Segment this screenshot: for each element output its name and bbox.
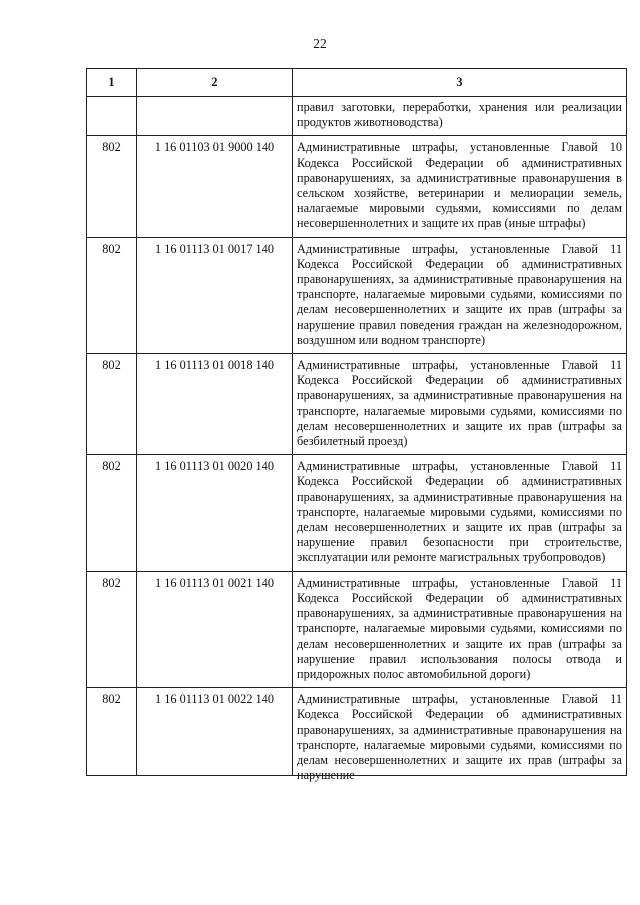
budget-code: 1 16 01113 01 0020 140 [137, 455, 293, 571]
empty-cell [137, 97, 293, 136]
table-header-row [87, 69, 627, 97]
admin-code: 802 [87, 354, 137, 455]
description-text: Административные штрафы, установленные Главой 11 Кодекса Российской Федерации об административных правонарушениях, за административные правонарушения на транспорте, налагаемые мировыми судьями, комиссиями по делам несовершеннолетних и защите их прав (штрафы за нарушение [297, 692, 622, 783]
admin-code: 802 [87, 688, 137, 776]
codes-table [86, 68, 627, 783]
admin-code: 802 [87, 237, 137, 353]
column-header-2: 2 [137, 69, 293, 97]
description: Административные штрафы, установленные Главой 10 Кодекса Российской Федерации об административных правонарушениях, за административные правонарушения в сельском хозяйстве, ветеринарии и мелиорации земель, налагаемые мировыми судьями, комиссиями по делам несовершеннолетних и защите их прав (иные штрафы) [293, 136, 627, 237]
description: Административные штрафы, установленные Главой 11 Кодекса Российской Федерации об административных правонарушениях, за административные правонарушения на транспорте, налагаемые мировыми судьями, комиссиями по делам несовершеннолетних и защите их прав (штрафы за безбилетный проезд) [293, 354, 627, 455]
admin-code: 802 [87, 455, 137, 571]
page-number: 22 [313, 36, 327, 51]
budget-code: 1 16 01113 01 0022 140 [137, 688, 293, 776]
budget-code: 1 16 01103 01 9000 140 [137, 136, 293, 237]
column-header-1: 1 [87, 69, 137, 97]
empty-cell [87, 97, 137, 136]
description [293, 688, 627, 783]
table-row [87, 688, 627, 776]
table-row [87, 136, 627, 237]
description: Административные штрафы, установленные Главой 11 Кодекса Российской Федерации об административных правонарушениях, за административные правонарушения на транспорте, налагаемые мировыми судьями, комиссиями по делам несовершеннолетних и защите их прав (штрафы за нарушение правил безопасности при строительстве, эксплуатации или ремонте магистральных трубопроводов) [293, 455, 627, 571]
continuation-text: правил заготовки, переработки, хранения или реализации продуктов животноводства) [293, 97, 627, 136]
description: Административные штрафы, установленные Главой 11 Кодекса Российской Федерации об административных правонарушениях, за административные правонарушения на транспорте, налагаемые мировыми судьями, комиссиями по делам несовершеннолетних и защите их прав (штрафы за нарушение правил поведения граждан на железнодорожном, воздушном или водном транспорте) [293, 237, 627, 353]
admin-code: 802 [87, 136, 137, 237]
description: Административные штрафы, установленные Главой 11 Кодекса Российской Федерации об административных правонарушениях, за административные правонарушения на транспорте, налагаемые мировыми судьями, комиссиями по делам несовершеннолетних и защите их прав (штрафы за нарушение правил использования полосы отвода и придорожных полос автомобильной дороги) [293, 571, 627, 687]
continuation-row [87, 97, 627, 136]
table-row [87, 455, 627, 571]
table-row [87, 237, 627, 353]
budget-code: 1 16 01113 01 0018 140 [137, 354, 293, 455]
table-row [87, 354, 627, 455]
table-row [87, 571, 627, 687]
column-header-3: 3 [293, 69, 627, 97]
budget-code: 1 16 01113 01 0017 140 [137, 237, 293, 353]
budget-code: 1 16 01113 01 0021 140 [137, 571, 293, 687]
admin-code: 802 [87, 571, 137, 687]
